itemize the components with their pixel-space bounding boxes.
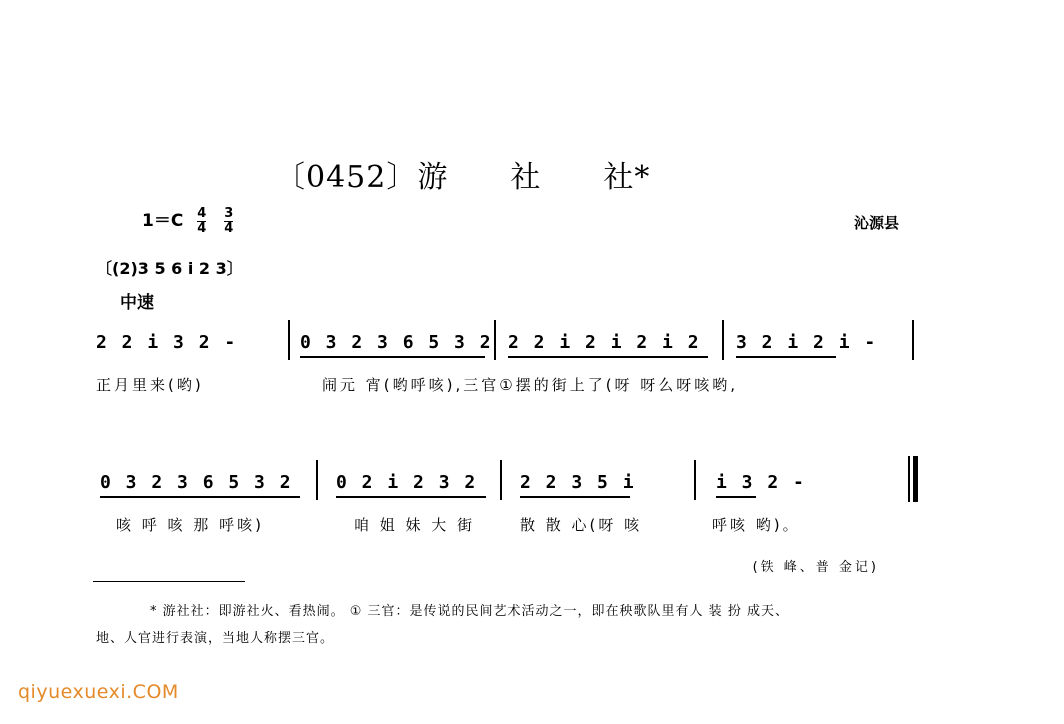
title-char-1: 游	[417, 160, 449, 195]
footnote-rule	[93, 581, 245, 582]
final-barline-thick	[913, 456, 918, 502]
barline	[912, 320, 914, 360]
song-title	[275, 152, 650, 196]
line2-lyric-4: 呼咳 哟)。	[712, 516, 801, 534]
line1-measure-3: 2 2 i 2 i 2 i 2	[508, 332, 701, 353]
barline	[316, 460, 318, 500]
beam-line	[100, 496, 300, 498]
key-signature	[142, 206, 233, 236]
line2-measure-4: i 3 2 -	[716, 472, 806, 493]
barline	[500, 460, 502, 500]
footnote-line-2: 地、人官进行表演，当地人称摆三官。	[96, 631, 335, 646]
line2-measure-1: 0 3 2 3 6 5 3 2	[100, 472, 293, 493]
line2-lyric-1: 咳 呼 咳 那 呼咳)	[116, 516, 264, 534]
meter-4-4: $\frac{4}{4}$	[197, 205, 207, 236]
line2-measure-3: 2 2 3 5 i	[520, 472, 636, 493]
line1-measure-1: 2 2 i 3 2 -	[96, 332, 238, 353]
beam-line	[520, 496, 630, 498]
line1-measure-4: 3 2 i 2 i -	[736, 332, 878, 353]
beam-line	[300, 356, 485, 358]
key-text: 1＝C	[142, 211, 184, 231]
beam-line	[508, 356, 708, 358]
line2-measure-2: 0 2 i 2 3 2	[336, 472, 478, 493]
barline	[494, 320, 496, 360]
title-char-2: 社	[510, 160, 542, 195]
beam-line	[736, 356, 836, 358]
line2-lyric-2: 咱 姐 妹 大 街	[354, 516, 476, 534]
line1-measure-2: 0 3 2 3 6 5 3 2	[300, 332, 493, 353]
region-label: 沁源县	[853, 214, 899, 232]
meter-3-4: $\frac{3}{4}$	[224, 205, 234, 236]
beam-line	[336, 496, 486, 498]
transcriber-credit: (铁 峰、普 金记)	[752, 560, 879, 575]
site-watermark: qiyuexuexi.COM	[18, 681, 179, 703]
intro-notation: 〔(2)3 5 6 i 2 3〕	[96, 259, 243, 278]
beam-line	[716, 496, 756, 498]
tempo-marking: 中速	[120, 293, 154, 313]
line1-lyric-1: 正月里来(哟)	[96, 376, 204, 394]
barline	[288, 320, 290, 360]
line1-lyric-2: 闹元 宵(哟呼咳),三官①摆的街上了(呀 呀么呀咳哟,	[322, 376, 739, 394]
barline	[694, 460, 696, 500]
final-barline-thin	[908, 456, 910, 502]
footnote-line-1: * 游社社：即游社火、看热闹。 ① 三官：是传说的民间艺术活动之一，即在秧歌队里有人 装 扮 成天、	[150, 604, 789, 619]
song-number: 〔0452〕	[275, 160, 418, 195]
barline	[722, 320, 724, 360]
line2-lyric-3: 散 散 心(呀 咳	[520, 516, 643, 534]
title-char-3: 社*	[603, 160, 651, 195]
